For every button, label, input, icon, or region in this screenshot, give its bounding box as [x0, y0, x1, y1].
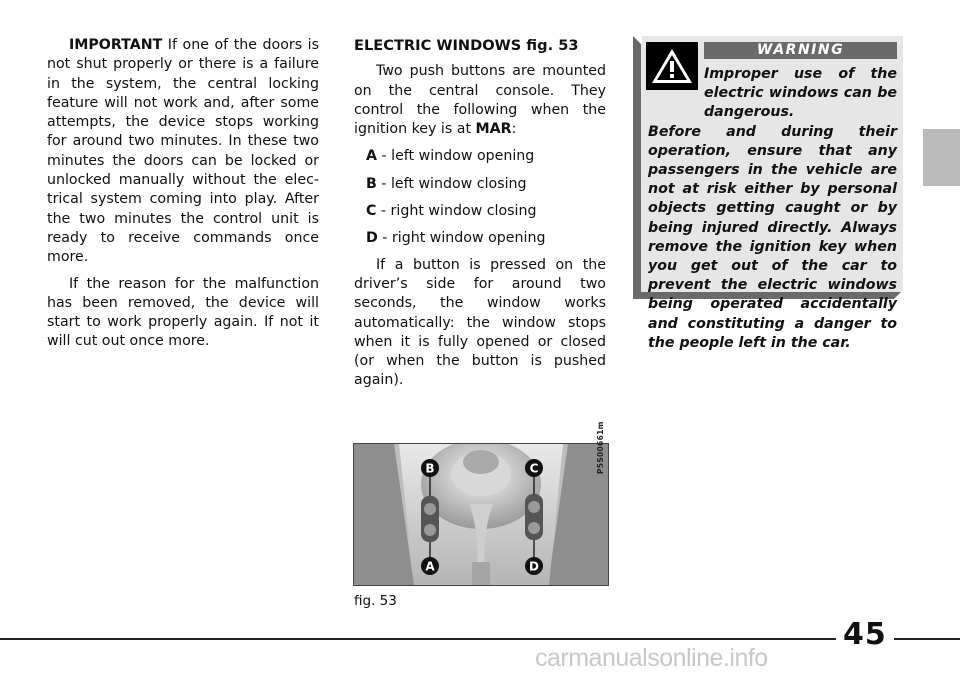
list-item-letter: B [366, 175, 377, 192]
warning-box-corner [633, 36, 642, 45]
chapter-tab [923, 129, 960, 186]
list-item-text: - right window closing [376, 203, 537, 220]
list-item [366, 147, 606, 166]
warning-title: WARNING [704, 42, 897, 59]
center-console-illustration [354, 444, 608, 585]
figure-label-D [525, 557, 543, 575]
list-item-letter: D [366, 230, 378, 247]
figure-photo [353, 443, 609, 586]
warning-text-rest: Before and during their operation, ensure that any passengers in the vehicle are not at risk either by personal objects getting caught or by being injured directly. Always remove the ignition key when you get out of the car to prevent the electric windows being operated accidentally and constituting a danger to the people left in the car. [648, 123, 897, 351]
malfunction-paragraph: If the reason for the malfunction has been removed, the device will start to work properly again. If not it will cut out once more. [47, 275, 319, 350]
list-item-text: - right window opening [377, 230, 546, 247]
left-column [47, 36, 319, 352]
list-item-text: - left window opening [376, 148, 535, 165]
warning-box-side-bar [633, 36, 641, 299]
important-text: If one of the doors is not shut properly or there is a failure in the system, the central locking feature will not work and, after some attempts, the device stops working for around two minutes. In these two minutes the doors can be locked or unlocked manually without the electrical system coming into play. After the two minutes the control unit is ready to receive commands once more. [47, 37, 319, 266]
svg-text:A: A [425, 559, 435, 574]
figure-label-A [421, 557, 439, 575]
important-paragraph [47, 36, 319, 268]
watermark: carmanualsonline.info [535, 644, 768, 672]
list-item-letter: A [366, 148, 377, 165]
list-item-text: - left window closing [376, 175, 527, 192]
svg-text:C: C [529, 461, 539, 476]
page-number: 45 [843, 617, 887, 652]
ignition-key-position: MAR [475, 121, 512, 138]
list-item [366, 175, 606, 194]
footer-rule [894, 638, 960, 640]
section-heading: ELECTRIC WINDOWS fig. 53 [354, 37, 579, 54]
middle-column [354, 36, 606, 391]
intro-paragraph [354, 62, 606, 139]
important-label: IMPORTANT [69, 37, 163, 53]
list-item [366, 229, 606, 248]
figure-code: P5S00661m [596, 421, 605, 474]
intro-text: Two push buttons are mounted on the central console. They control the following when the ignition key is at [354, 63, 606, 138]
intro-end: : [511, 121, 517, 138]
warning-text [648, 65, 897, 353]
svg-text:D: D [529, 559, 539, 574]
figure-label-C [525, 459, 543, 477]
figure-caption: fig. 53 [354, 593, 397, 609]
figure-label-B [421, 459, 439, 477]
warning-text-first: Improper use of the electric windows can be dangerous. [704, 66, 897, 121]
automatic-operation-paragraph: If a button is pressed on the driver’s side for around two seconds, the window works automatically: the window stops when it is fully opened or closed (or when the button is pushed again). [354, 256, 606, 389]
list-item [366, 202, 606, 221]
footer-rule [0, 638, 836, 640]
list-item-letter: C [366, 203, 377, 220]
svg-text:B: B [425, 461, 435, 476]
